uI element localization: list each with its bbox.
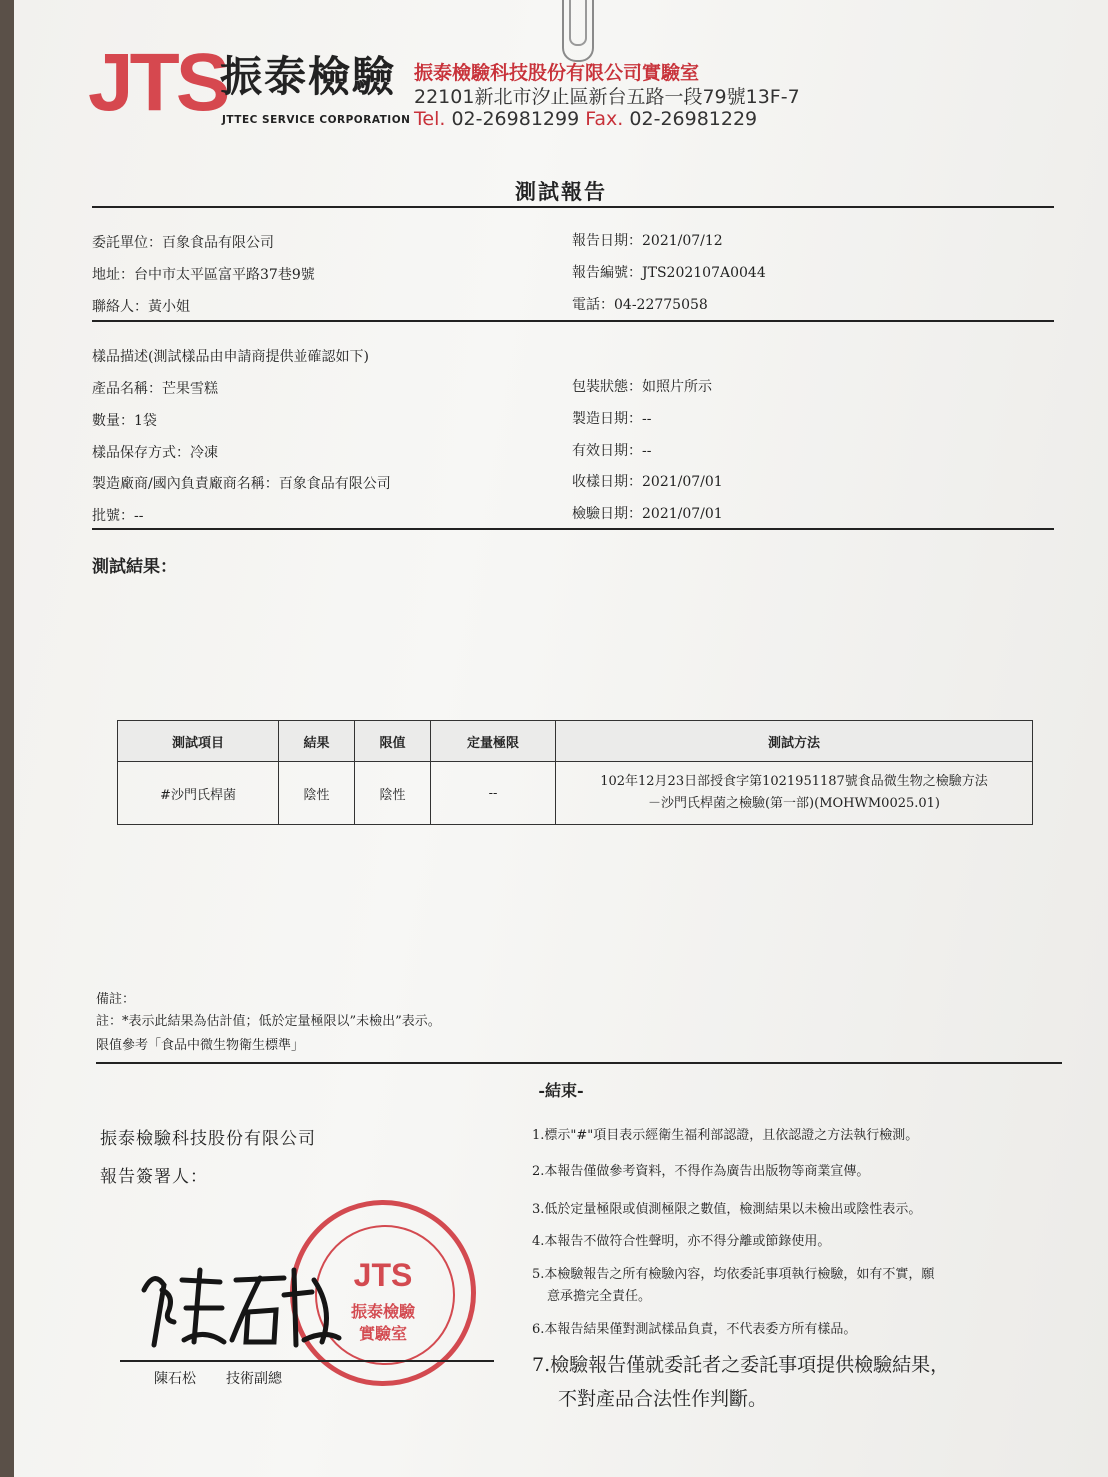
signer-label: 報告簽署人：	[100, 1167, 208, 1187]
report-number: 報告編號：JTS202107A0044	[572, 265, 766, 281]
results-heading: 測試結果：	[92, 557, 177, 577]
tel-label: Tel.	[414, 108, 446, 130]
header-contact	[414, 108, 757, 130]
results-table	[117, 720, 1033, 825]
cell-loq: --	[431, 762, 556, 825]
header-result: 結果	[279, 721, 355, 762]
header-method: 測試方法	[556, 721, 1033, 762]
stamp-text-1: 振泰檢驗	[350, 1302, 415, 1321]
client-contact: 聯絡人：黃小姐	[92, 299, 190, 315]
sample-quantity: 數量：1袋	[92, 413, 157, 429]
sample-heading: 樣品描述(測試樣品由申請商提供並確認如下)	[92, 349, 369, 365]
report-page	[14, 0, 1108, 1477]
header-company: 振泰檢驗科技股份有限公司實驗室	[414, 62, 700, 84]
term-7-cont: 不對產品合法性作判斷。	[558, 1388, 768, 1410]
notes-line-2: 限值參考「食品中微生物衛生標準」	[96, 1038, 305, 1053]
sample-exp-date: 有效日期：--	[572, 443, 652, 459]
page-title: 測試報告	[515, 179, 607, 204]
logo-mark: JTS	[88, 37, 227, 128]
term-3: 3.低於定量極限或偵測極限之數值，檢測結果以未檢出或陰性表示。	[532, 1202, 922, 1217]
header-loq: 定量極限	[431, 721, 556, 762]
handwritten-signature	[124, 1250, 344, 1360]
table-row	[118, 762, 1033, 825]
client-unit: 委託單位：百象食品有限公司	[92, 235, 274, 251]
logo-chinese-name: 振泰檢驗	[220, 52, 397, 101]
table-header-row	[118, 721, 1033, 762]
tel-number: 02-26981299	[451, 108, 580, 130]
sample-package: 包裝狀態：如照片所示	[572, 379, 712, 395]
term-2: 2.本報告僅做參考資料，不得作為廣告出版物等商業宣傳。	[532, 1164, 870, 1179]
term-6: 6.本報告結果僅對測試樣品負責，不代表委方所有樣品。	[532, 1322, 857, 1337]
fax-number: 02-26981229	[629, 108, 758, 130]
sample-mfg-date: 製造日期：--	[572, 411, 652, 427]
stamp-mark: JTS	[353, 1257, 413, 1293]
sample-name: 產品名稱：芒果雪糕	[92, 381, 218, 397]
stamp-text-2: 實驗室	[358, 1324, 407, 1343]
sample-maker: 製造廠商/國內負責廠商名稱：百象食品有限公司	[92, 476, 391, 492]
divider	[92, 206, 1054, 208]
term-1: 1.標示"#"項目表示經衛生福利部認證，且依認證之方法執行檢測。	[532, 1128, 919, 1143]
fax-label: Fax.	[585, 108, 624, 130]
sample-received-date: 收樣日期：2021/07/01	[572, 474, 723, 490]
cell-result: 陰性	[279, 762, 355, 825]
logo-english-name: JTTEC SERVICE CORPORATION	[222, 114, 411, 126]
end-mark: -結束-	[538, 1081, 584, 1100]
signature-line	[120, 1360, 494, 1362]
header-limit: 限值	[355, 721, 431, 762]
term-5-cont: 意承擔完全責任。	[547, 1289, 652, 1304]
notes-line-1: 註：*表示此結果為估計值；低於定量極限以”未檢出”表示。	[96, 1014, 441, 1029]
sample-batch: 批號：--	[92, 508, 144, 524]
cell-limit: 陰性	[355, 762, 431, 825]
signer-role: 技術副總	[226, 1371, 282, 1387]
divider	[92, 528, 1054, 530]
client-address: 地址：台中市太平區富平路37巷9號	[92, 267, 315, 283]
header-address: 22101新北市汐止區新台五路一段79號13F-7	[414, 86, 800, 108]
sample-test-date: 檢驗日期：2021/07/01	[572, 506, 723, 522]
client-phone: 電話：04-22775058	[572, 297, 708, 313]
divider	[92, 320, 1054, 322]
method-line-1: 102年12月23日部授食字第1021951187號食品微生物之檢驗方法	[600, 774, 988, 789]
paper-clip-inner	[569, 0, 587, 46]
signer-name: 陳石松	[154, 1371, 196, 1387]
cell-item: #沙門氏桿菌	[118, 762, 279, 825]
term-7: 7.檢驗報告僅就委託者之委託事項提供檢驗結果，	[532, 1354, 950, 1376]
header-item: 測試項目	[118, 721, 279, 762]
method-line-2: －沙門氏桿菌之檢驗(第一部)(MOHWM0025.01)	[647, 796, 941, 811]
term-4: 4.本報告不做符合性聲明，亦不得分離或節錄使用。	[532, 1234, 831, 1249]
notes-label: 備註：	[96, 992, 136, 1007]
signature-company: 振泰檢驗科技股份有限公司	[100, 1129, 316, 1149]
report-date: 報告日期：2021/07/12	[572, 233, 723, 249]
term-5: 5.本檢驗報告之所有檢驗內容，均依委託事項執行檢驗，如有不實，願	[532, 1267, 935, 1282]
sample-storage: 樣品保存方式：冷凍	[92, 445, 218, 461]
cell-method	[556, 762, 1033, 825]
divider	[96, 1062, 1062, 1064]
